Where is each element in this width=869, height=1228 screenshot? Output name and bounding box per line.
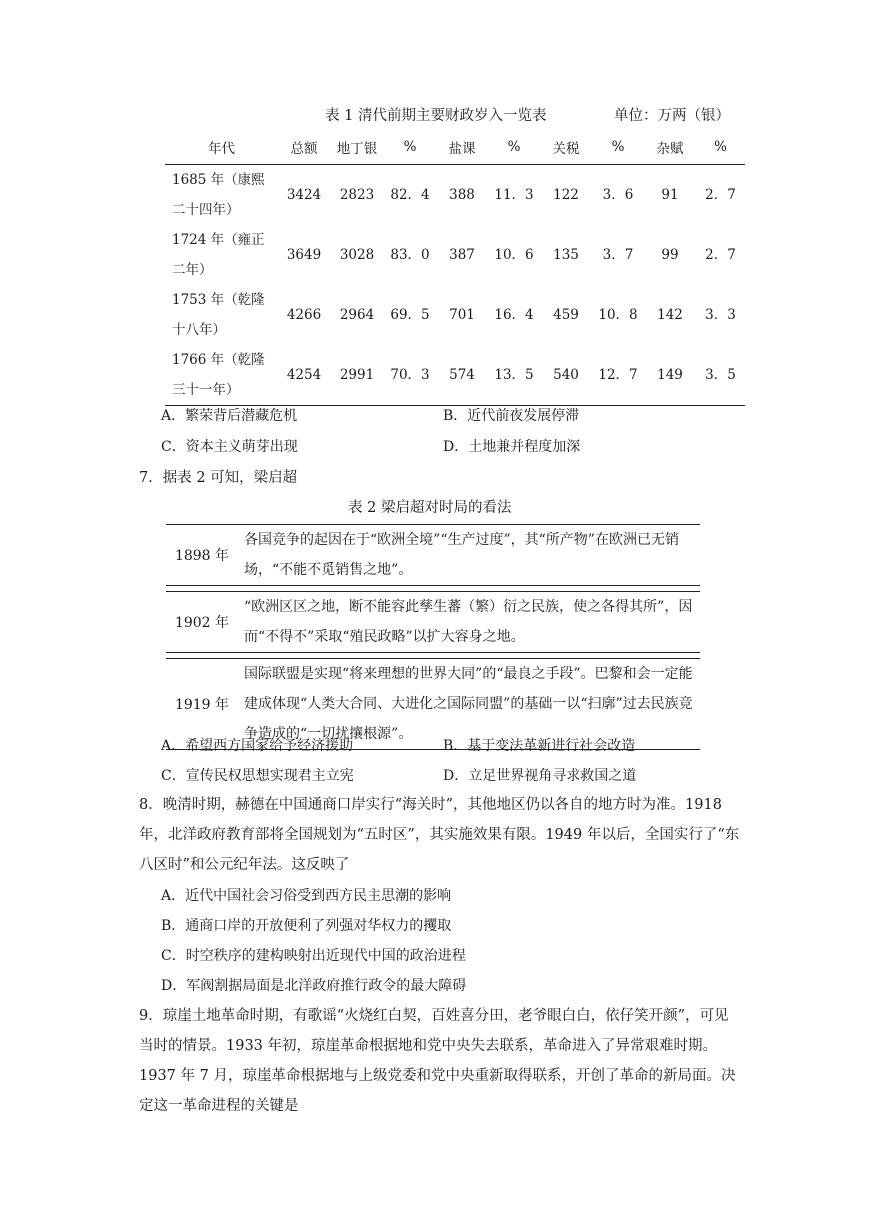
table1-cell: 2991 [330,345,384,406]
table-row [165,285,745,345]
table-row [165,345,745,406]
table1-cell: 3．5 [696,345,745,406]
table1-cell: 122 [553,187,579,203]
table1-header-row [165,130,745,165]
table1-cell: 3．6 [602,187,634,203]
table2-title: 表 2 梁启超对时局的看法 [348,500,512,516]
table1-header-cell: % [488,130,540,165]
table2-year: 1898 年 [166,525,238,586]
table1-header-cell: % [592,130,644,165]
table1-cell: 11．3 [494,187,534,203]
table-row [165,225,745,285]
table1-cell: 2．7 [705,247,736,263]
table1-header-cell: 年代 [165,130,278,165]
table1-cell: 142 [657,307,683,323]
q6-option-d[interactable]: D．土地兼并程度加深 [443,439,581,455]
table1-cell: 70．3 [384,345,436,406]
q7-option-c[interactable]: C．宣传民权思想实现君主立宪 [161,768,354,784]
table1-cell: 387 [449,247,475,263]
q7-option-d[interactable]: D．立足世界视角寻求救国之道 [443,768,637,784]
q6-option-c[interactable]: C．资本主义萌芽出现 [161,439,298,455]
table1-cell: 16．4 [494,307,534,323]
table1-cell: 91 [661,187,679,203]
table1-cell: 701 [449,307,475,323]
table1-cell: 2964 [339,307,375,323]
table1-header-cell: 地丁银 [330,130,384,165]
table2-year: 1919 年 [166,659,238,750]
table1-cell: 3649 [286,247,322,263]
table1-cell: 540 [540,345,592,406]
table2-year: 1902 年 [166,592,238,653]
q8-option-b[interactable]: B．通商口岸的开放便利了列强对华权力的攫取 [161,918,452,934]
table1-cell: 99 [661,247,679,263]
table1-cell: 3．3 [705,307,736,323]
q8-option-d[interactable]: D．军阀割据局面是北洋政府推行政令的最大障碍 [161,978,467,994]
q6-option-a[interactable]: A．繁荣背后潜藏危机 [161,408,298,424]
table-row [165,165,745,226]
table2-text: “欧洲区区之地，断不能容此孳生蕃（繁）衍之民族，使之各得其所”，因而“不得不”采取“殖民政略”以扩大容身之地。 [238,592,700,653]
table1-cell: 1766 年（乾隆三十一年） [165,345,278,406]
table1-cell: 4254 [278,345,330,406]
table1-cell: 10．6 [494,247,534,263]
table1-cell: 459 [553,307,579,323]
table1-cell: 135 [553,247,579,263]
table1-cell: 1724 年（雍正二年） [172,232,265,278]
table1-cell: 3424 [286,187,322,203]
table1-header-cell: % [384,130,436,165]
table1-header-cell: 总额 [278,130,330,165]
q7-stem: 7．据表 2 可知，梁启超 [139,470,298,486]
table1-cell: 69．5 [390,307,430,323]
q7-option-b[interactable]: B．基于变法革新进行社会改造 [443,738,636,754]
q6-option-b[interactable]: B．近代前夜发展停滞 [443,408,580,424]
table1-header-cell: 盐课 [436,130,488,165]
table1-cell: 4266 [286,307,322,323]
table1-cell: 2823 [339,187,375,203]
table1-header-cell: 杂赋 [644,130,696,165]
table1-cell: 388 [449,187,475,203]
table1-title: 表 1 清代前期主要财政岁入一览表 [325,108,547,124]
q9-stem: 9．琼崖土地革命时期，有歌谣“火烧红白契，百姓喜分田，老爷眼白白，依仔笑开颜”，可见当时的情景。1933 年初，琼崖革命根据地和党中央失去联系，革命进入了异常艰难时期。1937 年 7 月，琼崖革命根据地与上级党委和党中央重新取得联系，开创了革命的新局面。决定这一革命进程的关键是 [139,1008,736,1114]
table1-cell: 574 [436,345,488,406]
table1-cell: 2．7 [705,187,736,203]
table1-cell: 82．4 [390,187,430,203]
table2-text: 国际联盟是实现“将来理想的世界大同”的“最良之手段”。巴黎和会一定能建成体现“人类大合同、大进化之国际同盟”的基础一以“扫廓”过去民族竞争造成的“一切扰攘根源”。 [238,659,700,750]
table1 [165,130,745,406]
table1-cell: 12．7 [592,345,644,406]
table-row [166,592,700,653]
table1-cell: 1753 年（乾隆十八年） [172,292,265,338]
q8-option-c[interactable]: C．时空秩序的建构映射出近现代中国的政治进程 [161,948,466,964]
table1-cell: 10．8 [598,307,638,323]
q8-option-a[interactable]: A．近代中国社会习俗受到西方民主思潮的影响 [161,888,452,904]
q8-stem: 8．晚清时期，赫德在中国通商口岸实行“海关时”，其他地区仍以各自的地方时为准。1918年，北洋政府教育部将全国规划为“五时区”，其实施效果有限。1949 年以后，全国实行了“东八区时”和公元纪年法。这反映了 [139,797,740,873]
table1-cell: 3．7 [602,247,634,263]
table1-unit: 单位：万两（银） [614,108,730,124]
table2 [166,524,700,750]
table1-cell: 13．5 [488,345,540,406]
table1-cell: 3028 [339,247,375,263]
table1-cell: 1685 年（康熙二十四年） [172,172,265,218]
table1-cell: 83．0 [390,247,430,263]
table1-header-cell: 关税 [540,130,592,165]
table1-cell: 149 [644,345,696,406]
q7-option-a[interactable]: A．希望西方国家给予经济援助 [161,738,354,754]
table1-header-cell: % [696,130,745,165]
table2-text: 各国竞争的起因在于“欧洲全境”“生产过度”，其“所产物”在欧洲已无销场，“不能不觅销售之地”。 [238,525,700,586]
table-row [166,525,700,586]
